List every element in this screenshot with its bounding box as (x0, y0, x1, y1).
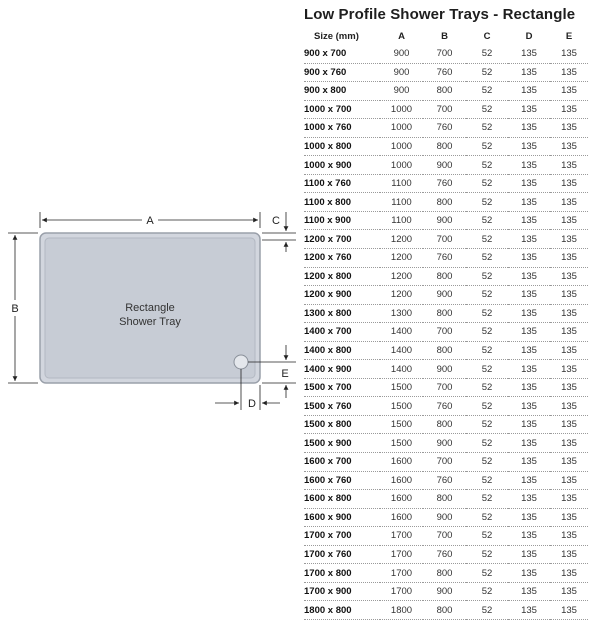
cell-e: 135 (550, 397, 588, 416)
cell-size: 1000 x 900 (304, 156, 380, 175)
cell-c: 52 (466, 378, 508, 397)
cell-a: 1600 (380, 453, 423, 472)
cell-b: 760 (423, 119, 466, 138)
cell-d: 135 (508, 100, 550, 119)
table-row (304, 304, 588, 323)
cell-size: 1400 x 700 (304, 323, 380, 342)
cell-b: 760 (423, 249, 466, 268)
cell-size: 1500 x 700 (304, 378, 380, 397)
cell-size: 1400 x 900 (304, 360, 380, 379)
cell-d: 135 (508, 193, 550, 212)
cell-d: 135 (508, 230, 550, 249)
cell-a: 1500 (380, 415, 423, 434)
cell-d: 135 (508, 267, 550, 286)
cell-d: 135 (508, 341, 550, 360)
cell-c: 52 (466, 434, 508, 453)
cell-e: 135 (550, 267, 588, 286)
cell-size: 900 x 760 (304, 63, 380, 82)
cell-c: 52 (466, 582, 508, 601)
table-row (304, 341, 588, 360)
cell-b: 760 (423, 397, 466, 416)
cell-c: 52 (466, 471, 508, 490)
cell-size: 1300 x 800 (304, 304, 380, 323)
table-row (304, 63, 588, 82)
cell-size: 1500 x 800 (304, 415, 380, 434)
cell-e: 135 (550, 378, 588, 397)
cell-size: 1700 x 700 (304, 527, 380, 546)
table-row (304, 434, 588, 453)
cell-a: 900 (380, 82, 423, 101)
cell-d: 135 (508, 249, 550, 268)
cell-a: 1500 (380, 434, 423, 453)
cell-a: 1100 (380, 174, 423, 193)
cell-d: 135 (508, 323, 550, 342)
cell-a: 1800 (380, 601, 423, 620)
spec-panel (304, 6, 588, 620)
cell-size: 1200 x 700 (304, 230, 380, 249)
cell-e: 135 (550, 230, 588, 249)
cell-c: 52 (466, 304, 508, 323)
cell-b: 760 (423, 63, 466, 82)
cell-c: 52 (466, 545, 508, 564)
header-size: Size (mm) (314, 30, 359, 42)
cell-d: 135 (508, 137, 550, 156)
cell-c: 52 (466, 397, 508, 416)
cell-c: 52 (466, 564, 508, 583)
table-row (304, 249, 588, 268)
table-row (304, 453, 588, 472)
table-row (304, 527, 588, 546)
cell-size: 1500 x 900 (304, 434, 380, 453)
cell-b: 900 (423, 286, 466, 305)
cell-size: 900 x 800 (304, 82, 380, 101)
cell-c: 52 (466, 82, 508, 101)
table-row (304, 378, 588, 397)
cell-c: 52 (466, 527, 508, 546)
header-b: B (441, 30, 448, 42)
cell-b: 700 (423, 323, 466, 342)
cell-d: 135 (508, 304, 550, 323)
cell-b: 900 (423, 434, 466, 453)
dimension-c-label: C (272, 215, 280, 227)
cell-e: 135 (550, 453, 588, 472)
cell-b: 700 (423, 527, 466, 546)
cell-c: 52 (466, 63, 508, 82)
cell-size: 1000 x 700 (304, 100, 380, 119)
cell-size: 900 x 700 (304, 45, 380, 63)
cell-b: 700 (423, 378, 466, 397)
cell-c: 52 (466, 360, 508, 379)
cell-b: 800 (423, 564, 466, 583)
cell-size: 1100 x 800 (304, 193, 380, 212)
table-row (304, 82, 588, 101)
table-row (304, 582, 588, 601)
cell-a: 1200 (380, 267, 423, 286)
table-row (304, 137, 588, 156)
dimension-a-label: A (146, 215, 154, 227)
cell-a: 1700 (380, 582, 423, 601)
cell-e: 135 (550, 341, 588, 360)
cell-a: 1700 (380, 527, 423, 546)
cell-size: 1000 x 800 (304, 137, 380, 156)
cell-b: 900 (423, 508, 466, 527)
cell-d: 135 (508, 82, 550, 101)
cell-size: 1100 x 760 (304, 174, 380, 193)
cell-b: 800 (423, 415, 466, 434)
cell-size: 1200 x 900 (304, 286, 380, 305)
cell-c: 52 (466, 230, 508, 249)
cell-b: 800 (423, 267, 466, 286)
cell-a: 1700 (380, 545, 423, 564)
cell-e: 135 (550, 304, 588, 323)
cell-d: 135 (508, 156, 550, 175)
cell-c: 52 (466, 490, 508, 509)
cell-c: 52 (466, 45, 508, 63)
cell-d: 135 (508, 527, 550, 546)
table-row (304, 193, 588, 212)
cell-d: 135 (508, 545, 550, 564)
cell-a: 1300 (380, 304, 423, 323)
cell-a: 1500 (380, 397, 423, 416)
cell-size: 1800 x 800 (304, 601, 380, 620)
dimension-b-label: B (11, 303, 19, 315)
cell-size: 1700 x 900 (304, 582, 380, 601)
cell-d: 135 (508, 582, 550, 601)
cell-size: 1500 x 760 (304, 397, 380, 416)
cell-e: 135 (550, 249, 588, 268)
cell-b: 760 (423, 471, 466, 490)
table-row (304, 211, 588, 230)
table-row (304, 490, 588, 509)
table-row (304, 471, 588, 490)
cell-size: 1600 x 900 (304, 508, 380, 527)
cell-a: 1200 (380, 286, 423, 305)
cell-c: 52 (466, 286, 508, 305)
tray-label-line1: Rectangle (125, 302, 175, 314)
cell-b: 800 (423, 601, 466, 620)
cell-b: 760 (423, 174, 466, 193)
cell-e: 135 (550, 137, 588, 156)
cell-c: 52 (466, 453, 508, 472)
cell-a: 1000 (380, 100, 423, 119)
cell-e: 135 (550, 545, 588, 564)
cell-a: 1600 (380, 471, 423, 490)
cell-e: 135 (550, 174, 588, 193)
cell-size: 1600 x 700 (304, 453, 380, 472)
cell-a: 1200 (380, 249, 423, 268)
cell-b: 800 (423, 137, 466, 156)
cell-e: 135 (550, 601, 588, 620)
cell-c: 52 (466, 341, 508, 360)
cell-e: 135 (550, 286, 588, 305)
cell-a: 1400 (380, 341, 423, 360)
cell-b: 760 (423, 545, 466, 564)
cell-size: 1400 x 800 (304, 341, 380, 360)
cell-b: 700 (423, 45, 466, 63)
cell-d: 135 (508, 564, 550, 583)
cell-b: 900 (423, 582, 466, 601)
cell-a: 1700 (380, 564, 423, 583)
cell-size: 1600 x 760 (304, 471, 380, 490)
cell-b: 700 (423, 453, 466, 472)
cell-d: 135 (508, 508, 550, 527)
cell-d: 135 (508, 174, 550, 193)
cell-c: 52 (466, 211, 508, 230)
cell-e: 135 (550, 82, 588, 101)
cell-size: 1200 x 760 (304, 249, 380, 268)
table-row (304, 323, 588, 342)
cell-e: 135 (550, 193, 588, 212)
cell-d: 135 (508, 119, 550, 138)
cell-e: 135 (550, 360, 588, 379)
cell-d: 135 (508, 360, 550, 379)
cell-a: 900 (380, 63, 423, 82)
cell-c: 52 (466, 119, 508, 138)
cell-a: 1100 (380, 193, 423, 212)
cell-e: 135 (550, 508, 588, 527)
table-row (304, 360, 588, 379)
table-title: Low Profile Shower Trays - Rectangle (304, 6, 576, 23)
table-row (304, 156, 588, 175)
table-row (304, 267, 588, 286)
cell-a: 1000 (380, 137, 423, 156)
table-row (304, 45, 588, 63)
cell-a: 1400 (380, 360, 423, 379)
cell-e: 135 (550, 323, 588, 342)
cell-e: 135 (550, 527, 588, 546)
cell-c: 52 (466, 249, 508, 268)
cell-e: 135 (550, 415, 588, 434)
table-row (304, 119, 588, 138)
cell-e: 135 (550, 119, 588, 138)
cell-e: 135 (550, 211, 588, 230)
cell-e: 135 (550, 156, 588, 175)
tray-diagram (0, 0, 300, 600)
cell-b: 800 (423, 304, 466, 323)
cell-c: 52 (466, 508, 508, 527)
cell-b: 900 (423, 360, 466, 379)
cell-b: 800 (423, 490, 466, 509)
cell-d: 135 (508, 415, 550, 434)
cell-c: 52 (466, 156, 508, 175)
cell-d: 135 (508, 434, 550, 453)
table-row (304, 100, 588, 119)
cell-c: 52 (466, 415, 508, 434)
header-d: D (525, 30, 533, 42)
cell-size: 1700 x 800 (304, 564, 380, 583)
cell-b: 800 (423, 193, 466, 212)
cell-c: 52 (466, 174, 508, 193)
table-row (304, 174, 588, 193)
cell-b: 800 (423, 82, 466, 101)
cell-size: 1200 x 800 (304, 267, 380, 286)
table-row (304, 508, 588, 527)
cell-e: 135 (550, 100, 588, 119)
cell-d: 135 (508, 397, 550, 416)
cell-b: 900 (423, 156, 466, 175)
cell-size: 1600 x 800 (304, 490, 380, 509)
cell-d: 135 (508, 453, 550, 472)
cell-b: 800 (423, 341, 466, 360)
cell-e: 135 (550, 490, 588, 509)
table-row (304, 415, 588, 434)
cell-e: 135 (550, 564, 588, 583)
header-c: C (483, 30, 491, 42)
cell-c: 52 (466, 267, 508, 286)
cell-size: 1700 x 760 (304, 545, 380, 564)
dimension-d-label: D (248, 398, 256, 410)
cell-size: 1000 x 760 (304, 119, 380, 138)
cell-b: 700 (423, 100, 466, 119)
cell-a: 1600 (380, 490, 423, 509)
size-table (304, 27, 588, 620)
cell-e: 135 (550, 63, 588, 82)
cell-b: 900 (423, 211, 466, 230)
cell-d: 135 (508, 211, 550, 230)
cell-a: 1000 (380, 119, 423, 138)
tray-label-line2: Shower Tray (119, 316, 181, 328)
cell-c: 52 (466, 323, 508, 342)
cell-a: 1400 (380, 323, 423, 342)
cell-d: 135 (508, 601, 550, 620)
cell-a: 1000 (380, 156, 423, 175)
table-row (304, 601, 588, 620)
cell-d: 135 (508, 45, 550, 63)
cell-c: 52 (466, 100, 508, 119)
table-row (304, 397, 588, 416)
cell-d: 135 (508, 63, 550, 82)
cell-e: 135 (550, 471, 588, 490)
table-row (304, 564, 588, 583)
cell-size: 1100 x 900 (304, 211, 380, 230)
cell-e: 135 (550, 45, 588, 63)
cell-e: 135 (550, 582, 588, 601)
cell-a: 1600 (380, 508, 423, 527)
cell-e: 135 (550, 434, 588, 453)
cell-d: 135 (508, 471, 550, 490)
cell-d: 135 (508, 378, 550, 397)
cell-a: 1500 (380, 378, 423, 397)
table-row (304, 286, 588, 305)
dimension-e-label: E (281, 368, 289, 380)
header-a: A (398, 30, 405, 42)
cell-d: 135 (508, 490, 550, 509)
cell-c: 52 (466, 137, 508, 156)
cell-d: 135 (508, 286, 550, 305)
table-row (304, 230, 588, 249)
table-header-row (304, 27, 588, 45)
cell-a: 1100 (380, 211, 423, 230)
cell-c: 52 (466, 193, 508, 212)
cell-a: 1200 (380, 230, 423, 249)
cell-c: 52 (466, 601, 508, 620)
waste-outlet-icon (234, 355, 248, 369)
table-row (304, 545, 588, 564)
cell-b: 700 (423, 230, 466, 249)
cell-a: 900 (380, 45, 423, 63)
header-e: E (565, 30, 573, 42)
